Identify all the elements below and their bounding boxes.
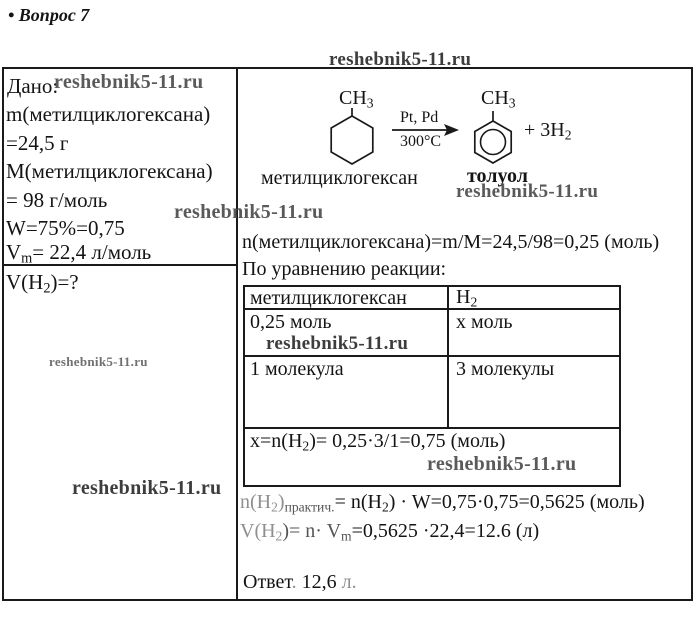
given-label: Дано: [7, 74, 59, 98]
watermark-under-toluene: reshebnik5-11.ru [456, 181, 599, 202]
given-molar-value: = 98 г/моль [6, 188, 108, 212]
given-molar-line: М(метилциклогексана) [6, 159, 213, 183]
inner-table-cell-molecules-reactant: 1 молекула [250, 358, 344, 380]
plus-hydrogen-label: + 3H2 [524, 119, 572, 143]
watermark-bottom-left: reshebnik5-11.ru [72, 477, 222, 499]
inner-table-cell-moles-h2: х моль [456, 311, 513, 333]
page-title: • Вопрос 7 [8, 5, 90, 25]
inner-table-cell-moles-reactant: 0,25 моль [250, 311, 332, 333]
watermark-given-row: reshebnik5-11.ru [54, 71, 204, 93]
mole-calculation-line: n(метилциклогексана)=m/M=24,5/98=0,25 (моль) [242, 231, 660, 253]
volume-calculation-line: V(H2)= n· Vm=0,5625 ·22,4=12.6 (л) [240, 520, 540, 544]
given-yield-line: W=75%=0,75 [6, 216, 125, 240]
watermark-top-center: reshebnik5-11.ru [329, 49, 472, 70]
inner-table-cell-molecules-h2: 3 молекулы [456, 358, 555, 380]
aromatic-circle [481, 130, 506, 155]
given-vm-line: Vm= 22,4 л/моль [6, 240, 152, 267]
inner-table-border-left [243, 285, 245, 487]
watermark-mid-left: reshebnik5-11.ru [174, 201, 324, 223]
inner-table-row1-divider [243, 355, 621, 357]
practical-moles-line: n(H2)практич.= n(H2) · W=0,75·0,75=0,5625 (моль) [240, 491, 645, 515]
inner-table-border-right [619, 285, 621, 487]
watermark-inner-table: reshebnik5-11.ru [266, 333, 409, 354]
inner-table-border-bottom [243, 485, 621, 487]
catalyst-label: Pt, Pd [400, 109, 439, 126]
equation-intro-line: По уравнению реакции: [242, 258, 447, 280]
find-line: V(H2)=? [6, 270, 79, 297]
reactant-ch3-label: CH3 [339, 87, 374, 111]
answer-line: Ответ. 12,6 л. [243, 571, 357, 593]
given-mass-value: =24,5 г [6, 131, 69, 155]
watermark-small-left: reshebnik5-11.ru [49, 354, 148, 369]
inner-table-column-divider [447, 285, 449, 429]
cyclohexane-ring [331, 116, 373, 164]
outer-table-border-left [2, 67, 4, 601]
watermark-result-row: reshebnik5-11.ru [427, 453, 577, 475]
product-name-label: толуол [467, 165, 528, 187]
temperature-label: 300°C [400, 133, 442, 150]
product-ch3-label: CH3 [481, 87, 516, 111]
inner-table-header-reactant: метилциклогексан [250, 287, 407, 309]
outer-table-border-bottom [2, 599, 693, 601]
reactant-name-label: метилциклогексан [261, 167, 418, 189]
inner-table-row2-divider [243, 427, 621, 429]
given-mass-line: m(метилциклогексана) [6, 102, 211, 126]
inner-table-header-h2: H2 [456, 286, 478, 310]
inner-table-result-line: x=n(H2)= 0,25·3/1=0,75 (моль) [250, 430, 506, 454]
